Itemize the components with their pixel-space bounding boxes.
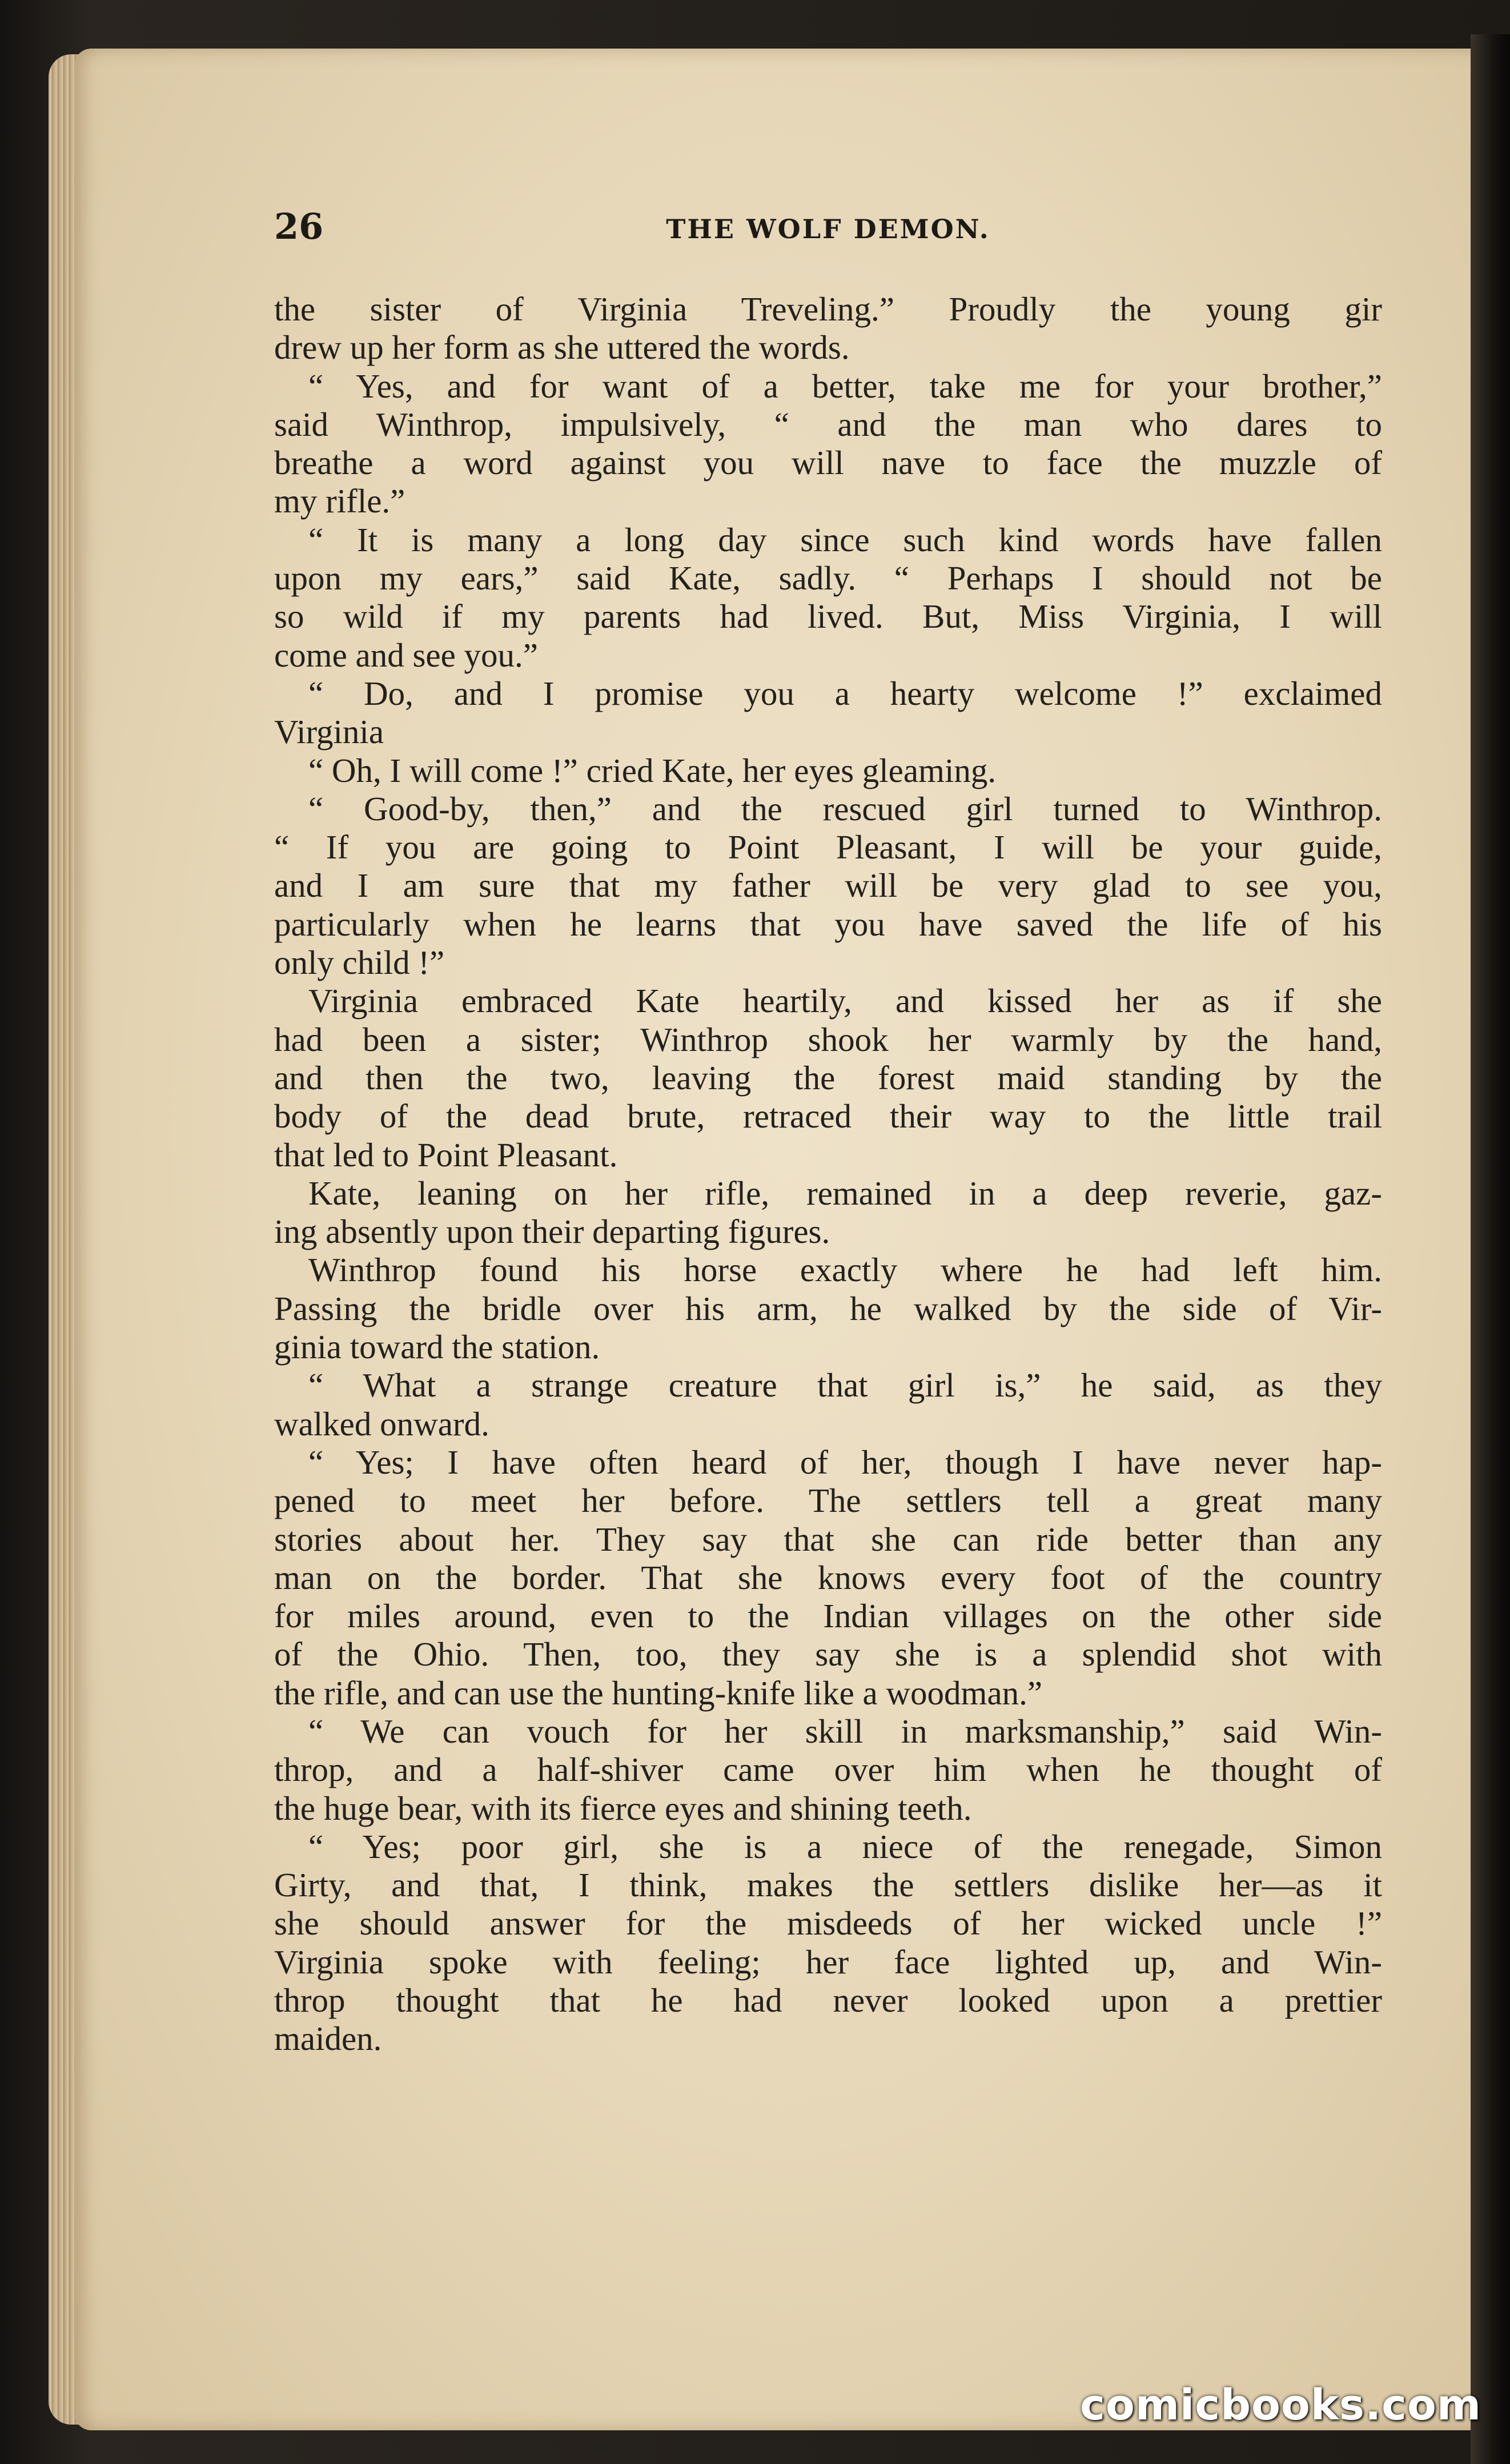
- text-line: Passing the bridle over his arm, he walked by the side of Vir-: [274, 1289, 1382, 1327]
- watermark: comicbooks.com: [1080, 2381, 1481, 2430]
- running-head: [274, 206, 1382, 251]
- text-line: stories about her. They say that she can ride better than any: [274, 1520, 1382, 1558]
- text-line: “ What a strange creature that girl is,” he said, as they: [308, 1366, 1382, 1404]
- text-line: body of the dead brute, retraced their way to the little trail: [274, 1097, 1382, 1135]
- text-line: “ Yes, and for want of a better, take me for your brother,”: [308, 367, 1382, 405]
- text-line: throp, and a half-shiver came over him when he thought of: [274, 1751, 1382, 1789]
- text-line: man on the border. That she knows every foot of the country: [274, 1558, 1382, 1596]
- text-line: particularly when he learns that you have saved the life of his: [274, 905, 1382, 943]
- text-line: the sister of Virginia Treveling.” Proudly the young gir: [274, 290, 1382, 328]
- text-line: and then the two, leaving the forest maid standing by the: [274, 1058, 1382, 1097]
- text-line: Winthrop found his horse exactly where he had left him.: [308, 1251, 1382, 1289]
- text-line: of the Ohio. Then, too, they say she is a splendid shot with: [274, 1635, 1382, 1674]
- running-title: THE WOLF DEMON.: [666, 214, 990, 244]
- text-line: she should answer for the misdeeds of her wicked uncle !”: [274, 1904, 1382, 1943]
- text-line: come and see you.”: [274, 636, 538, 674]
- text-line: said Winthrop, impulsively, “ and the man who dares to: [274, 405, 1382, 443]
- text-line: and I am sure that my father will be very glad to see you,: [274, 866, 1382, 905]
- text-line: “ Do, and I promise you a hearty welcome !” exclaimed: [308, 674, 1382, 712]
- text-line: pened to meet her before. The settlers tell a great many: [274, 1482, 1382, 1520]
- text-line: had been a sister; Winthrop shook her warmly by the hand,: [274, 1020, 1382, 1058]
- text-line: breathe a word against you will nave to face the muzzle of: [274, 444, 1382, 482]
- text-line: only child !”: [274, 944, 445, 982]
- text-line: my rifle.”: [274, 482, 405, 520]
- text-line: “ Yes; poor girl, she is a niece of the renegade, Simon: [308, 1827, 1382, 1865]
- text-line: that led to Point Pleasant.: [274, 1135, 618, 1174]
- text-line: Virginia: [274, 713, 384, 751]
- text-line: drew up her form as she uttered the words.: [274, 328, 850, 367]
- text-line: throp thought that he had never looked upon a prettier: [274, 1981, 1382, 2020]
- text-line: upon my ears,” said Kate, sadly. “ Perhaps I should not be: [274, 559, 1382, 597]
- text-line: Kate, leaning on her rifle, remained in a deep reverie, gaz-: [308, 1174, 1382, 1212]
- text-line: “ Yes; I have often heard of her, though I have never hap-: [308, 1443, 1382, 1481]
- text-line: “ Good-by, then,” and the rescued girl turned to Winthrop.: [308, 789, 1382, 828]
- text-line: ginia toward the station.: [274, 1328, 600, 1366]
- text-line: Virginia spoke with feeling; her face lighted up, and Win-: [274, 1943, 1382, 1981]
- text-line: “ It is many a long day since such kind words have fallen: [308, 520, 1382, 559]
- text-line: so wild if my parents had lived. But, Miss Virginia, I will: [274, 597, 1382, 636]
- page-number: 26: [274, 206, 324, 247]
- text-line: walked onward.: [274, 1404, 489, 1443]
- text-line: “ Oh, I will come !” cried Kate, her eyes gleaming.: [308, 751, 997, 789]
- text-line: “ We can vouch for her skill in marksmanship,” said Win-: [308, 1712, 1382, 1750]
- text-line: ing absently upon their departing figures.: [274, 1213, 830, 1251]
- text-line: the rifle, and can use the hunting-knife like a woodman.”: [274, 1674, 1043, 1712]
- text-line: “ If you are going to Point Pleasant, I will be your guide,: [274, 828, 1382, 866]
- text-line: Virginia embraced Kate heartily, and kissed her as if she: [308, 982, 1382, 1020]
- body-text: [274, 290, 1382, 2058]
- text-line: Girty, and that, I think, makes the settlers dislike her—as it: [274, 1866, 1382, 1904]
- book-binding: [1471, 34, 1510, 2464]
- text-line: the huge bear, with its fierce eyes and shining teeth.: [274, 1789, 972, 1827]
- text-line: maiden.: [274, 2020, 382, 2058]
- text-line: for miles around, even to the Indian villages on the other side: [274, 1597, 1382, 1635]
